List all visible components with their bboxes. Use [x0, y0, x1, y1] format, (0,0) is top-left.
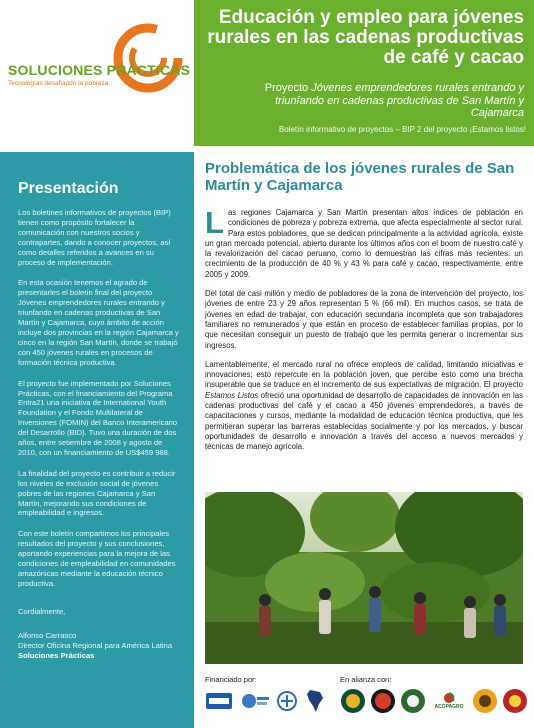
article-paragraph — [205, 360, 523, 453]
regional-seal-logo-icon — [400, 688, 426, 714]
sidebar-paragraph: Con este boletín compartimos los principales resultados del proyecto y sus conclusiones, aportando experiencias para la mejora de las condiciones de empleabilidad en comunidades amazónicas mediante la educación técnico productiva. — [18, 529, 176, 588]
cooperative-logo-icon — [502, 688, 528, 714]
article-title: Problemática de los jóvenes rurales de San Martín y Cajamarca — [205, 160, 515, 194]
sidebar-heading: Presentación — [18, 180, 119, 197]
bid-map-logo-icon — [304, 688, 328, 714]
brand-swirl-icon — [108, 18, 188, 98]
entra21-logo-icon — [205, 690, 233, 712]
iyf-logo-icon — [240, 690, 270, 712]
page-subtitle — [224, 82, 524, 120]
sidebar-paragraph: El proyecto fue implementado por Soluciones Prácticas, con el financiamiento del Programa Entra21 una iniciativa de International Youth Foundation y el Fondo Multilateral de Inversiones (FOMIN) del Banco Interamericano del Desarrollo (BID). Tuvo una duración de dos años, entre setiembre de 2008 y agosto de 2010, con un financiamiento de US$459 988. — [18, 378, 178, 457]
subtitle-project-name: Jóvenes emprendedores rurales entrando y triunfando en cadenas productivas de San Martín y Cajamarca — [275, 82, 524, 119]
project-name-italic: Estamos Listos — [205, 390, 259, 400]
article-paragraph-text: El proyecto — [481, 380, 523, 390]
article-paragraph-text: ofreció una oportunidad de desarrollo de capacidades de innovación en las cadenas productivas del café y el cacao a 450 jóvenes emprendedores, a través de capacitaciones y cursos, mediante la modalidad de educación técnica productiva, que les permitieran superar las barreras establecidas socialmente y por los mercados, y buscar oportunidades de desarrollo e innovación a través del acceso a nuevos mercados y técnicas de manejo agrícola. — [205, 390, 523, 452]
presentation-sidebar — [0, 152, 194, 728]
sidebar-paragraph: En esta ocasión tenemos el agrado de presentarles el boletín final del proyecto Jóvenes emprendedores rurales entrando y triunfando en cadenas productivas de San Martín y Cajamarca, cuyo ámbito de acción incluye dos provincias en la región Cajamarca y cinco en la región San Martín, donde se trabajó con 450 jóvenes rurales en procesos de formación técnica productiva. — [18, 278, 179, 367]
article-paragraph-text: Lamentablemente, el mercado rural no ofrece empleos de calidad, limitando iniciativas e innovaciones; esto repercute en la población joven, que percibe esto como una brecha insuperable que se traduce en el incremento de sus expectativas de migración. — [205, 359, 523, 390]
subtitle-prefix: Proyecto — [264, 82, 312, 94]
coffee-field-photo — [205, 492, 523, 664]
header-banner — [194, 0, 534, 146]
funders-label: Financiado por: — [205, 675, 257, 684]
main-article — [205, 160, 523, 462]
sidebar-paragraph: La finalidad del proyecto es contribuir a reducir los niveles de exclusión social de jóvenes pobres de las regiones Cajamarca y San Martín, mejorando sus condiciones de empleabilidad e ingresos. — [18, 468, 176, 518]
fomin-logo-icon — [274, 690, 300, 712]
signer-org: Soluciones Prácticas — [18, 650, 95, 660]
article-paragraph: Del total de casi millón y medio de pobladores de la zona de intervención del proyecto, los jóvenes de entre 23 y 29 años representan 5 % (66 mil). En muchos casos, se trata de jóvenes en edad de trabajar, con educación secundaria incompleta que son trabajadores familiares no remunerados y que están en proceso de establecer familias propias, por lo que necesitan conseguir un puesto de trabajo que les permita generar o incrementar sus ingresos. — [205, 289, 523, 350]
signer-role: Director Oficina Regional para América Latina — [18, 640, 173, 650]
acopagro-label: ACOPAGRO — [434, 704, 464, 710]
alliance-label: En alianza con: — [340, 675, 392, 684]
page-title: Educación y empleo para jóvenes rurales en las cadenas productivas de café y cacao — [207, 7, 524, 68]
signature-block — [18, 631, 180, 661]
article-paragraph-text: as regiones Cajamarca y San Martín presentan altos índices de población en condiciones de pobreza y pobreza extrema, que afecta especialmente al sector rural. Para estos pobladores, que se dedican principalmente a la actividad agrícola, existe un gran mercado potencial, abierto durante los últimos años con el boom de nuestro café y la revalorización del cacao peruano, como lo demuestran las cifras más recientes: un crecimiento de la producción de 40 % y 43 % para café y cacao, respectivamente, entre 2005 y 2009. — [205, 208, 523, 279]
acopagro-leaf-icon — [441, 692, 457, 704]
article-paragraph — [205, 205, 523, 280]
regional-seal-logo-icon — [340, 688, 366, 714]
drop-cap: L — [205, 205, 224, 240]
cooperative-logo-icon — [472, 688, 498, 714]
logo-block — [0, 0, 194, 146]
sidebar-closing: Cordialmente, — [18, 606, 66, 616]
bulletin-label: Boletín informativo de proyectos – BIP 2 del proyecto ¡Estamos listos! — [278, 125, 526, 134]
regional-seal-logo-icon — [370, 688, 396, 714]
brand-tagline: Tecnologías desafiando la pobreza — [8, 80, 109, 87]
acopagro-logo — [430, 690, 468, 712]
sidebar-paragraph: Los boletines informativos de proyectos (BIP) tienen como propósito fortalecer la comunicación con nuestros socios y contrapartes, dando a conocer proyectos, así como detalles referidos a avances en su proceso de implementación. — [18, 208, 171, 267]
brand-name: SOLUCIONES PRÁCTICAS — [8, 62, 191, 78]
signer-name: Alfonso Carrasco — [18, 630, 77, 640]
